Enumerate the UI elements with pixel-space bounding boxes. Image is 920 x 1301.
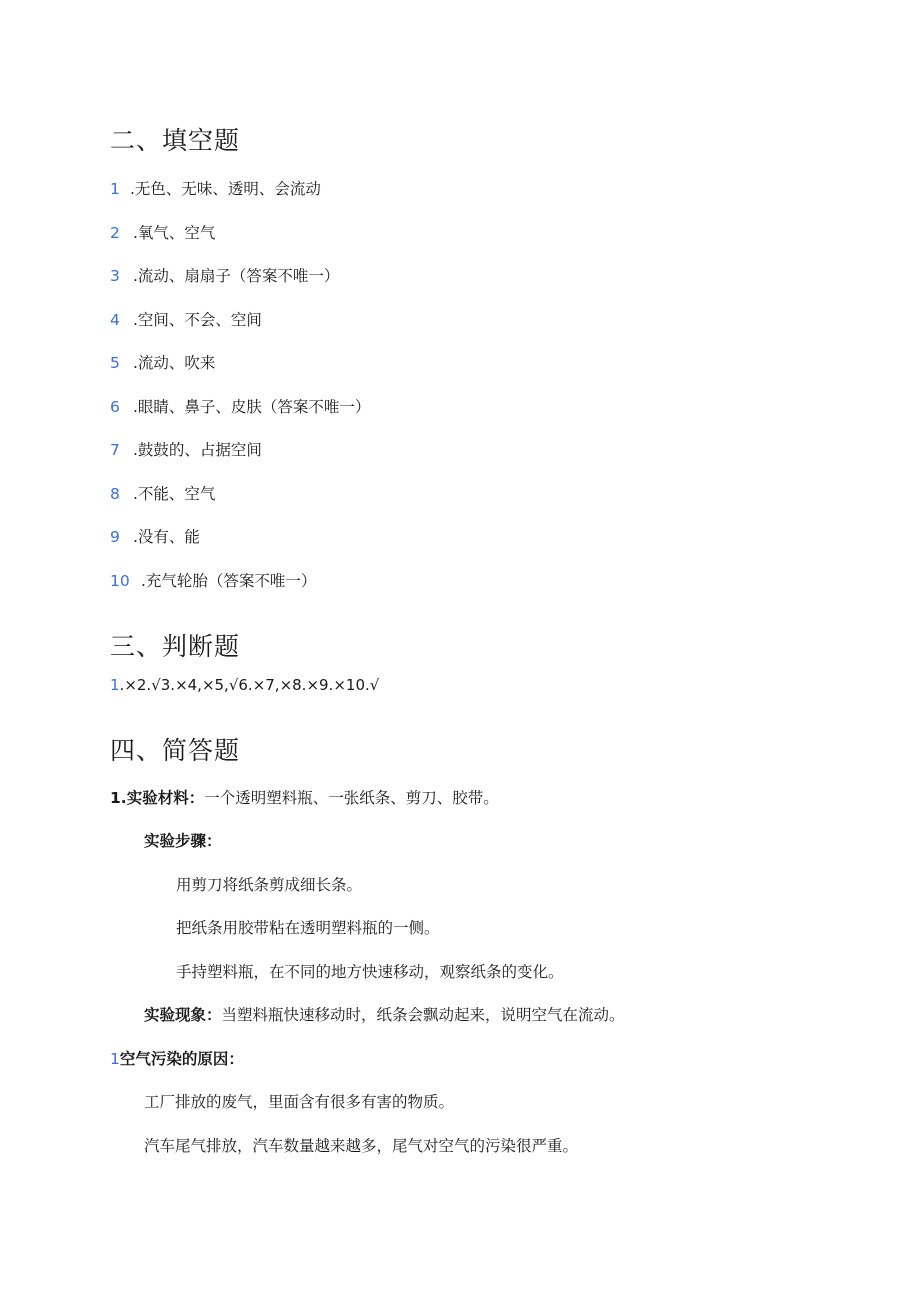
steps-label (144, 829, 222, 851)
step-item: 手持塑料瓶，在不同的地方快速移动，观察纸条的变化。 (176, 963, 564, 981)
item-number: 7 (110, 441, 120, 459)
section-heading-short: 四、简答题 (110, 736, 241, 765)
item-number: 3 (110, 267, 120, 285)
materials-text: 一个透明塑料瓶、一张纸条、剪刀、胶带。 (204, 789, 499, 807)
materials-label: 实验材料： (126, 789, 205, 807)
q2-label (110, 1047, 244, 1069)
step-item: 用剪刀将纸条剪成细长条。 (176, 876, 363, 894)
item-text: .没有、能 (133, 528, 200, 546)
list-item (110, 482, 215, 504)
item-number: 6 (110, 398, 120, 416)
item-text: .流动、扇扇子（答案不唯一） (133, 267, 340, 285)
section-heading-judge: 三、判断题 (110, 632, 241, 661)
phenomenon-label: 实验现象： (144, 1006, 222, 1024)
item-number: 10 (110, 572, 130, 590)
list-item (110, 177, 321, 199)
list-item (110, 221, 215, 243)
cause-item: 工厂排放的废气，里面含有很多有害的物质。 (144, 1093, 455, 1111)
steps-label-text: 实验步骤： (144, 832, 222, 850)
q2-number: 1 (110, 1050, 120, 1068)
section-heading-fill: 二、填空题 (110, 126, 241, 155)
item-text: .不能、空气 (133, 485, 216, 503)
cause-item: 汽车尾气排放，汽车数量越来越多，尾气对空气的污染很严重。 (144, 1137, 579, 1155)
list-item (110, 395, 370, 417)
item-text: .空间、不会、空间 (133, 311, 262, 329)
item-number: 5 (110, 354, 120, 372)
item-text: .眼睛、鼻子、皮肤（答案不唯一） (133, 398, 371, 416)
list-item (110, 525, 200, 547)
pollution-causes-label: 空气污染的原因： (119, 1050, 244, 1068)
item-number: 1 (110, 676, 120, 694)
judge-answers (110, 676, 379, 694)
item-number: 9 (110, 528, 120, 546)
q1-materials (110, 786, 499, 808)
phenomenon (144, 1003, 625, 1025)
list-item (110, 351, 215, 373)
item-text: .氧气、空气 (133, 224, 216, 242)
step-item: 把纸条用胶带粘在透明塑料瓶的一侧。 (176, 919, 440, 937)
item-text: .充气轮胎（答案不唯一） (141, 572, 317, 590)
judge-answer-text: .×2.√3.×4,×5,√6.×7,×8.×9.×10.√ (119, 676, 380, 694)
item-number: 8 (110, 485, 120, 503)
list-item (110, 438, 262, 460)
q1-number: 1. (110, 789, 127, 807)
list-item (110, 569, 316, 591)
item-text: .鼓鼓的、占据空间 (133, 441, 262, 459)
list-item (110, 308, 262, 330)
item-text: .流动、吹来 (133, 354, 216, 372)
item-text: .无色、无味、透明、会流动 (130, 180, 321, 198)
item-number: 2 (110, 224, 120, 242)
item-number: 4 (110, 311, 120, 329)
list-item (110, 264, 339, 286)
phenomenon-text: 当塑料瓶快速移动时，纸条会飘动起来，说明空气在流动。 (221, 1006, 625, 1024)
item-number: 1 (110, 180, 120, 198)
